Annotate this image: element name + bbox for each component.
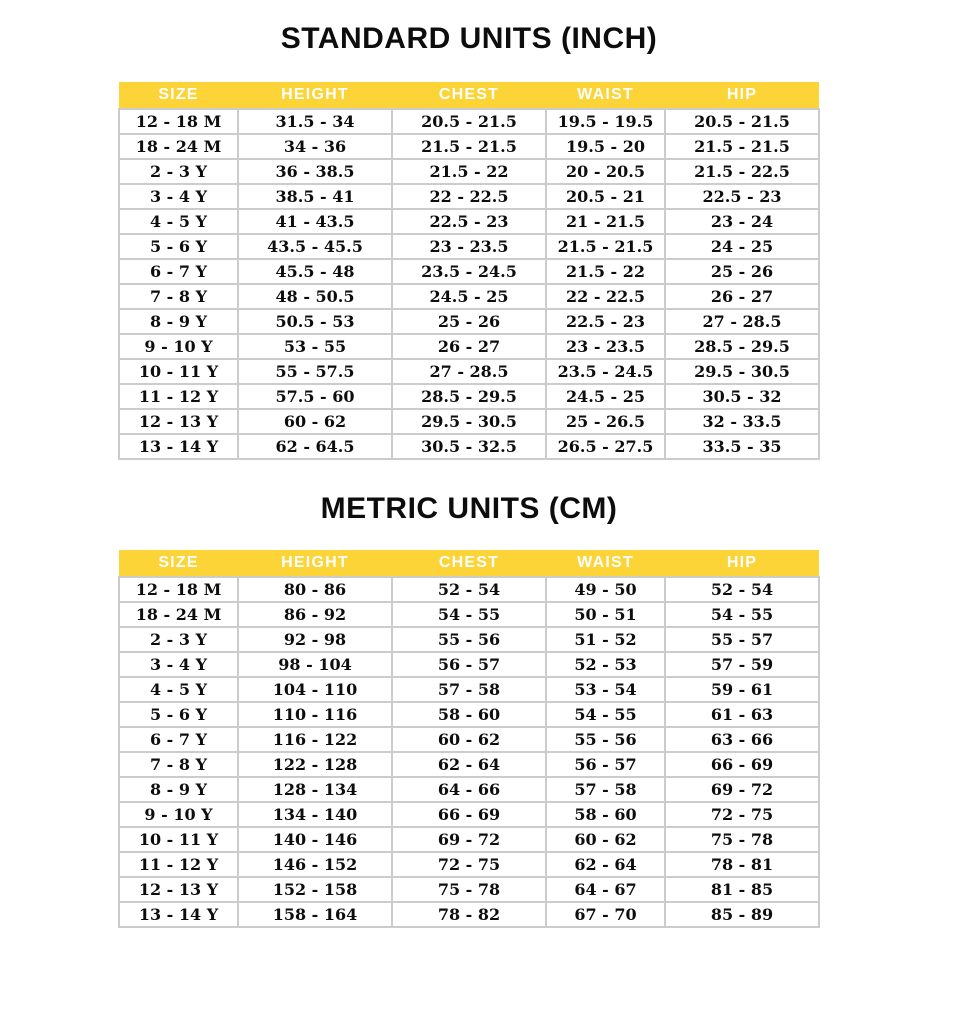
table-cell: 7 - 8 Y bbox=[119, 752, 238, 777]
cm-table-title: METRIC UNITS (CM) bbox=[320, 492, 618, 525]
table-cell: 52 - 54 bbox=[665, 577, 819, 602]
table-cell: 3 - 4 Y bbox=[119, 184, 238, 209]
table-cell: 134 - 140 bbox=[238, 802, 392, 827]
table-cell: 28.5 - 29.5 bbox=[392, 384, 546, 409]
table-cell: 59 - 61 bbox=[665, 677, 819, 702]
table-cell: 28.5 - 29.5 bbox=[665, 334, 819, 359]
table-cell: 26.5 - 27.5 bbox=[546, 434, 665, 459]
table-row bbox=[119, 777, 819, 802]
table-cell: 5 - 6 Y bbox=[119, 702, 238, 727]
table-cell: 21.5 - 22 bbox=[546, 259, 665, 284]
table-cell: 110 - 116 bbox=[238, 702, 392, 727]
table-cell: 58 - 60 bbox=[392, 702, 546, 727]
table-row bbox=[119, 902, 819, 927]
table-cell: 128 - 134 bbox=[238, 777, 392, 802]
table-cell: 75 - 78 bbox=[665, 827, 819, 852]
table-cell: 34 - 36 bbox=[238, 134, 392, 159]
column-header-size: SIZE bbox=[119, 550, 238, 577]
table-cell: 29.5 - 30.5 bbox=[665, 359, 819, 384]
table-cell: 80 - 86 bbox=[238, 577, 392, 602]
table-cell: 54 - 55 bbox=[665, 602, 819, 627]
table-row bbox=[119, 159, 819, 184]
table-cell: 10 - 11 Y bbox=[119, 359, 238, 384]
table-cell: 57 - 58 bbox=[392, 677, 546, 702]
table-cell: 78 - 82 bbox=[392, 902, 546, 927]
table-cell: 8 - 9 Y bbox=[119, 309, 238, 334]
column-header-waist: WAIST bbox=[546, 82, 665, 109]
table-cell: 12 - 18 M bbox=[119, 109, 238, 134]
header-row bbox=[119, 550, 819, 577]
table-cell: 55 - 56 bbox=[392, 627, 546, 652]
table-cell: 36 - 38.5 bbox=[238, 159, 392, 184]
table-cell: 98 - 104 bbox=[238, 652, 392, 677]
table-cell: 56 - 57 bbox=[392, 652, 546, 677]
table-cell: 33.5 - 35 bbox=[665, 434, 819, 459]
table-cell: 21.5 - 21.5 bbox=[665, 134, 819, 159]
table-cell: 86 - 92 bbox=[238, 602, 392, 627]
table-cell: 54 - 55 bbox=[546, 702, 665, 727]
table-cell: 60 - 62 bbox=[546, 827, 665, 852]
table-cell: 21.5 - 21.5 bbox=[546, 234, 665, 259]
table-cell: 60 - 62 bbox=[392, 727, 546, 752]
table-cell: 24.5 - 25 bbox=[392, 284, 546, 309]
table-cell: 21 - 21.5 bbox=[546, 209, 665, 234]
table-cell: 23 - 23.5 bbox=[392, 234, 546, 259]
table-cell: 26 - 27 bbox=[392, 334, 546, 359]
table-cell: 64 - 66 bbox=[392, 777, 546, 802]
table-cell: 20.5 - 21.5 bbox=[392, 109, 546, 134]
table-cell: 55 - 56 bbox=[546, 727, 665, 752]
table-row bbox=[119, 259, 819, 284]
table-cell: 50 - 51 bbox=[546, 602, 665, 627]
table-cell: 41 - 43.5 bbox=[238, 209, 392, 234]
table-cell: 53 - 55 bbox=[238, 334, 392, 359]
table-cell: 24 - 25 bbox=[665, 234, 819, 259]
table-cell: 27 - 28.5 bbox=[392, 359, 546, 384]
table-cell: 6 - 7 Y bbox=[119, 259, 238, 284]
column-header-height: HEIGHT bbox=[238, 82, 392, 109]
table-row bbox=[119, 627, 819, 652]
table-cell: 20.5 - 21 bbox=[546, 184, 665, 209]
column-header-chest: CHEST bbox=[392, 82, 546, 109]
table-row bbox=[119, 652, 819, 677]
table-row bbox=[119, 384, 819, 409]
table-cell: 45.5 - 48 bbox=[238, 259, 392, 284]
table-row bbox=[119, 677, 819, 702]
table-cell: 20 - 20.5 bbox=[546, 159, 665, 184]
table-cell: 23 - 24 bbox=[665, 209, 819, 234]
table-cell: 13 - 14 Y bbox=[119, 434, 238, 459]
table-cell: 69 - 72 bbox=[392, 827, 546, 852]
table-cell: 22.5 - 23 bbox=[665, 184, 819, 209]
table-cell: 11 - 12 Y bbox=[119, 852, 238, 877]
size-chart-sheet bbox=[118, 0, 820, 928]
table-cell: 10 - 11 Y bbox=[119, 827, 238, 852]
table-row bbox=[119, 284, 819, 309]
table-row bbox=[119, 702, 819, 727]
table-cell: 21.5 - 22 bbox=[392, 159, 546, 184]
table-cell: 19.5 - 19.5 bbox=[546, 109, 665, 134]
table-cell: 32 - 33.5 bbox=[665, 409, 819, 434]
table-cell: 30.5 - 32 bbox=[665, 384, 819, 409]
table-cell: 66 - 69 bbox=[665, 752, 819, 777]
table-cell: 21.5 - 22.5 bbox=[665, 159, 819, 184]
table-cell: 52 - 53 bbox=[546, 652, 665, 677]
table-cell: 4 - 5 Y bbox=[119, 677, 238, 702]
table-cell: 60 - 62 bbox=[238, 409, 392, 434]
table-row bbox=[119, 309, 819, 334]
table-cell: 25 - 26 bbox=[665, 259, 819, 284]
table-cell: 116 - 122 bbox=[238, 727, 392, 752]
table-cell: 58 - 60 bbox=[546, 802, 665, 827]
table-cell: 19.5 - 20 bbox=[546, 134, 665, 159]
table-cell: 30.5 - 32.5 bbox=[392, 434, 546, 459]
table-cell: 2 - 3 Y bbox=[119, 159, 238, 184]
table-cell: 72 - 75 bbox=[392, 852, 546, 877]
table-cell: 69 - 72 bbox=[665, 777, 819, 802]
table-row bbox=[119, 334, 819, 359]
table-cell: 9 - 10 Y bbox=[119, 802, 238, 827]
table-cell: 55 - 57 bbox=[665, 627, 819, 652]
table-row bbox=[119, 234, 819, 259]
table-cell: 18 - 24 M bbox=[119, 134, 238, 159]
table-cell: 23.5 - 24.5 bbox=[546, 359, 665, 384]
inch-size-table bbox=[118, 82, 820, 460]
table-cell: 23.5 - 24.5 bbox=[392, 259, 546, 284]
table-cell: 29.5 - 30.5 bbox=[392, 409, 546, 434]
inch-table-title: STANDARD UNITS (INCH) bbox=[280, 22, 658, 55]
table-cell: 25 - 26.5 bbox=[546, 409, 665, 434]
table-cell: 26 - 27 bbox=[665, 284, 819, 309]
table-cell: 81 - 85 bbox=[665, 877, 819, 902]
column-header-chest: CHEST bbox=[392, 550, 546, 577]
table-row bbox=[119, 409, 819, 434]
table-row bbox=[119, 602, 819, 627]
table-cell: 49 - 50 bbox=[546, 577, 665, 602]
table-cell: 53 - 54 bbox=[546, 677, 665, 702]
table-cell: 92 - 98 bbox=[238, 627, 392, 652]
table-cell: 31.5 - 34 bbox=[238, 109, 392, 134]
table-cell: 48 - 50.5 bbox=[238, 284, 392, 309]
table-cell: 61 - 63 bbox=[665, 702, 819, 727]
table-cell: 4 - 5 Y bbox=[119, 209, 238, 234]
column-header-hip: HIP bbox=[665, 82, 819, 109]
table-cell: 13 - 14 Y bbox=[119, 902, 238, 927]
table-row bbox=[119, 802, 819, 827]
column-header-height: HEIGHT bbox=[238, 550, 392, 577]
table-cell: 72 - 75 bbox=[665, 802, 819, 827]
table-cell: 25 - 26 bbox=[392, 309, 546, 334]
table-cell: 78 - 81 bbox=[665, 852, 819, 877]
table-cell: 146 - 152 bbox=[238, 852, 392, 877]
table-cell: 104 - 110 bbox=[238, 677, 392, 702]
table-cell: 63 - 66 bbox=[665, 727, 819, 752]
table-cell: 6 - 7 Y bbox=[119, 727, 238, 752]
table-row bbox=[119, 109, 819, 134]
table-cell: 51 - 52 bbox=[546, 627, 665, 652]
table-cell: 7 - 8 Y bbox=[119, 284, 238, 309]
column-header-size: SIZE bbox=[119, 82, 238, 109]
table-cell: 158 - 164 bbox=[238, 902, 392, 927]
table-cell: 56 - 57 bbox=[546, 752, 665, 777]
table-cell: 22 - 22.5 bbox=[392, 184, 546, 209]
column-header-waist: WAIST bbox=[546, 550, 665, 577]
table-cell: 27 - 28.5 bbox=[665, 309, 819, 334]
table-cell: 66 - 69 bbox=[392, 802, 546, 827]
table-cell: 2 - 3 Y bbox=[119, 627, 238, 652]
table-row bbox=[119, 434, 819, 459]
header-row bbox=[119, 82, 819, 109]
table-row bbox=[119, 727, 819, 752]
table-row bbox=[119, 852, 819, 877]
table-cell: 9 - 10 Y bbox=[119, 334, 238, 359]
table-cell: 22 - 22.5 bbox=[546, 284, 665, 309]
table-cell: 38.5 - 41 bbox=[238, 184, 392, 209]
table-cell: 22.5 - 23 bbox=[546, 309, 665, 334]
table-row bbox=[119, 359, 819, 384]
table-cell: 24.5 - 25 bbox=[546, 384, 665, 409]
column-header-hip: HIP bbox=[665, 550, 819, 577]
table-cell: 54 - 55 bbox=[392, 602, 546, 627]
table-row bbox=[119, 209, 819, 234]
table-cell: 50.5 - 53 bbox=[238, 309, 392, 334]
table-cell: 140 - 146 bbox=[238, 827, 392, 852]
table-cell: 152 - 158 bbox=[238, 877, 392, 902]
table-row bbox=[119, 134, 819, 159]
table-row bbox=[119, 184, 819, 209]
table-cell: 21.5 - 21.5 bbox=[392, 134, 546, 159]
table-cell: 23 - 23.5 bbox=[546, 334, 665, 359]
table-cell: 57.5 - 60 bbox=[238, 384, 392, 409]
table-cell: 18 - 24 M bbox=[119, 602, 238, 627]
table-cell: 62 - 64.5 bbox=[238, 434, 392, 459]
table-cell: 12 - 13 Y bbox=[119, 877, 238, 902]
table-cell: 64 - 67 bbox=[546, 877, 665, 902]
cm-size-table bbox=[118, 550, 820, 928]
table-cell: 3 - 4 Y bbox=[119, 652, 238, 677]
table-cell: 57 - 59 bbox=[665, 652, 819, 677]
table-cell: 12 - 13 Y bbox=[119, 409, 238, 434]
table-row bbox=[119, 752, 819, 777]
table-cell: 62 - 64 bbox=[392, 752, 546, 777]
table-cell: 55 - 57.5 bbox=[238, 359, 392, 384]
table-row bbox=[119, 577, 819, 602]
table-row bbox=[119, 877, 819, 902]
table-cell: 52 - 54 bbox=[392, 577, 546, 602]
table-cell: 11 - 12 Y bbox=[119, 384, 238, 409]
table-cell: 43.5 - 45.5 bbox=[238, 234, 392, 259]
table-cell: 122 - 128 bbox=[238, 752, 392, 777]
table-cell: 85 - 89 bbox=[665, 902, 819, 927]
table-cell: 57 - 58 bbox=[546, 777, 665, 802]
table-cell: 75 - 78 bbox=[392, 877, 546, 902]
table-cell: 5 - 6 Y bbox=[119, 234, 238, 259]
table-cell: 8 - 9 Y bbox=[119, 777, 238, 802]
table-cell: 22.5 - 23 bbox=[392, 209, 546, 234]
table-cell: 20.5 - 21.5 bbox=[665, 109, 819, 134]
table-cell: 62 - 64 bbox=[546, 852, 665, 877]
table-cell: 12 - 18 M bbox=[119, 577, 238, 602]
table-cell: 67 - 70 bbox=[546, 902, 665, 927]
table-row bbox=[119, 827, 819, 852]
